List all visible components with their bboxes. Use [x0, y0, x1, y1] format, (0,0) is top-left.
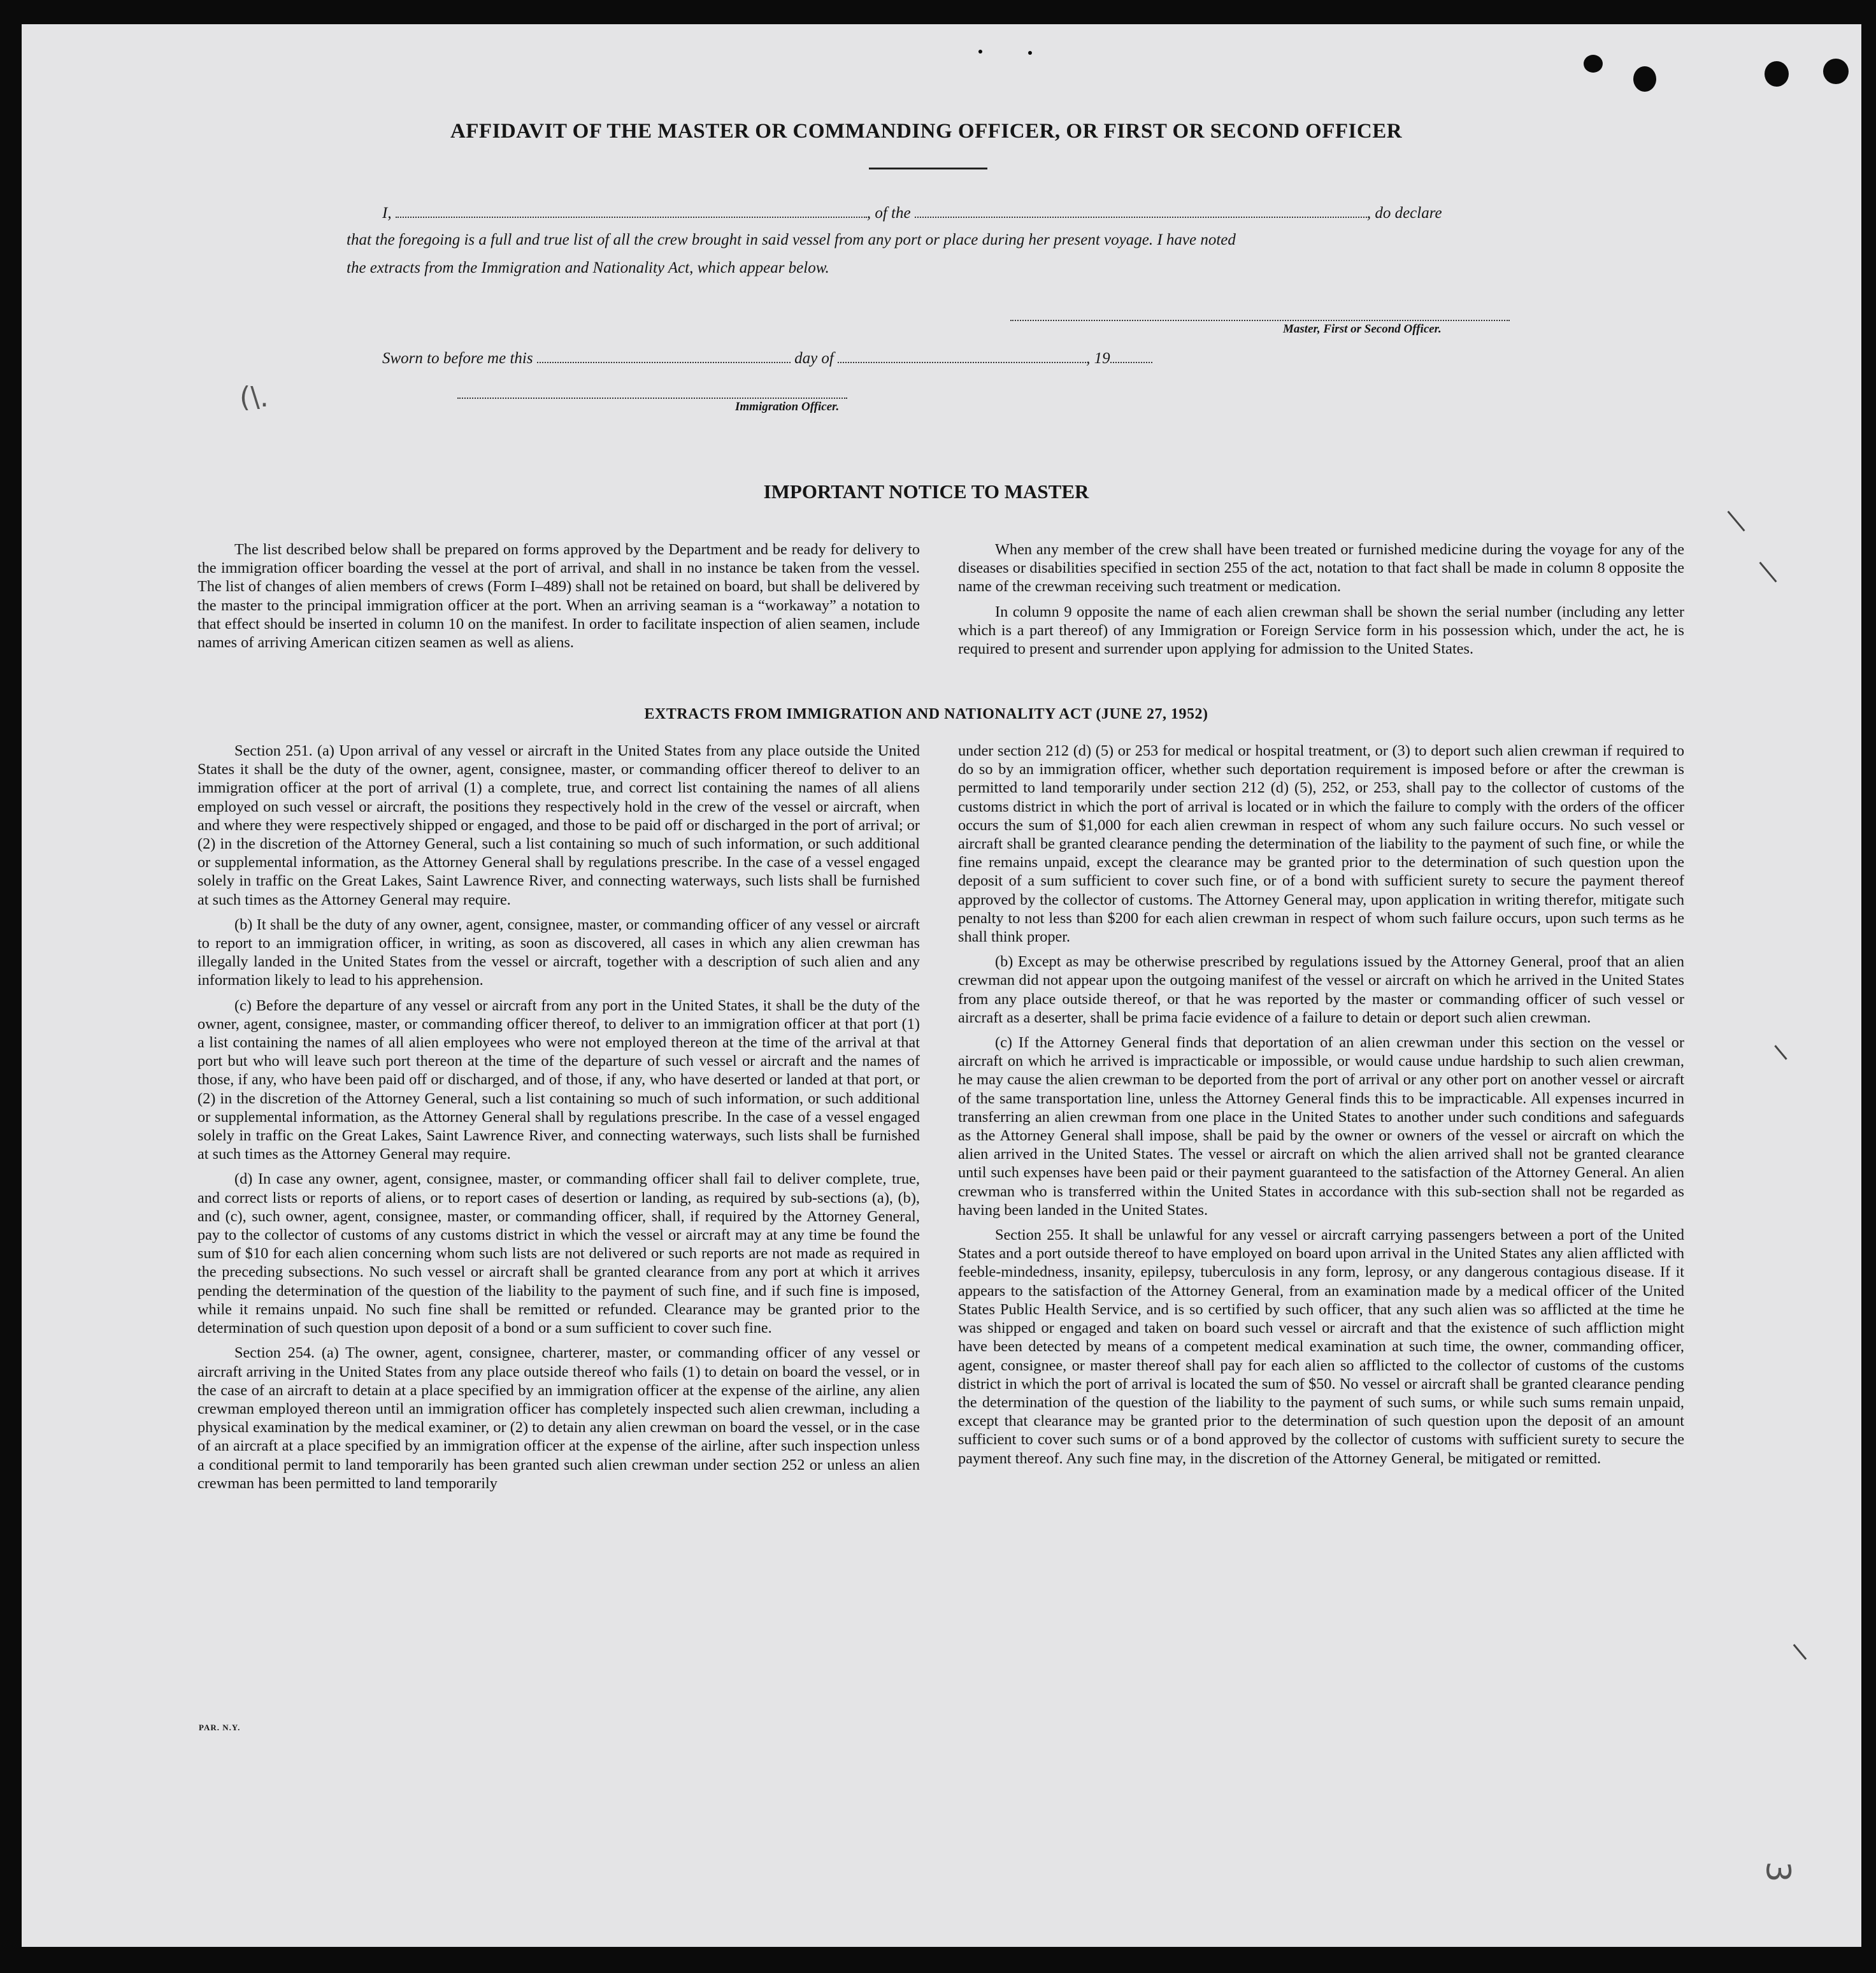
extracts-right-column: [958, 742, 1684, 1474]
section-254-b: (b) Except as may be otherwise prescribed by regulations issued by the Attorney General, proof that an alien crewman did not appear upon the outgoing manifest of the vessel or aircraft on which he arrived in the United States from any place outside thereof, or that he was reported by the master or commanding officer of such vessel or aircraft as a deserter, shall be prima facie evidence of a failure to detain or deport such alien crewman.: [958, 953, 1684, 1026]
section-254-c: (c) If the Attorney General finds that deportation of an alien crewman under this section on the vessel or aircraft on which he arrived is impracticable or impossible, or would cause undue hardship to such alien crewman, he may cause the alien crewman to be deported from the port of arrival or any other port on another vessel or aircraft of the same transportation line, unless the Attorney General finds this to be impracticable. All expenses incurred in transferring an alien crewman from one place in the United States to another under such conditions and safeguards as the Attorney General shall impose, shall be paid by the owner or owners of the vessel or aircraft on which the alien arrived in the United States. The vessel or aircraft on which the alien arrived shall not be granted clearance until such expenses have been paid or their payment guaranteed to the satisfaction of the Attorney General. An alien crewman who is transferred within the United States in accordance with this sub-section shall not be regarded as having been landed in the United States.: [958, 1034, 1684, 1219]
master-signature-label: Master, First or Second Officer.: [1283, 322, 1442, 336]
punch-hole: [1765, 61, 1789, 87]
handwritten-mark: (\.: [240, 381, 269, 413]
section-251-a: Section 251. (a) Upon arrival of any vessel or aircraft in the United States from any place outside the United States it shall be the duty of the owner, agent, consignee, master, or commanding officer thereof to deliver to an immigration officer at the port of arrival (1) a complete, true, and correct list containing the names of all aliens employed on such vessel or aircraft, the positions they respectively hold in the crew of the vessel or aircraft, when and where they were respectively shipped or engaged, and those to be paid off or discharged in the port of arrival; or (2) in the discretion of the Attorney General, such a list containing so much of such information, or such additional or supplemental information, as the Attorney General shall by regulations prescribe. In the case of a vessel engaged solely in traffic on the Great Lakes, Saint Lawrence River, and connecting waterways, such lists shall be furnished at such times as the Attorney General may require.: [197, 742, 920, 908]
margin-mark: [1759, 562, 1777, 583]
notice-left-paragraph: The list described below shall be prepared on forms approved by the Department and be ready for delivery to the immigration officer boarding the vessel at the port of arrival, and shall in no instance be taken from the vessel. The list of changes of alien members of crews (Form I–489) shall not be retained on board, but shall be delivered by the master to the principal immigration officer at the port. When an arriving seaman is a “workaway” a notation to that effect should be inserted in column 10 on the manifest. In order to facilitate inspection of alien seamen, include names of arriving American citizen seamen as well as aliens.: [197, 541, 920, 652]
section-255: Section 255. It shall be unlawful for any vessel or aircraft carrying passengers between a port of the United States and a port outside thereof to have employed on board upon arrival in the United States any alien afflicted with feeble-mindedness, insanity, epilepsy, tuberculosis in any form, leprosy, or any dangerous contagious disease. If it appears to the satisfaction of the Attorney General, from an examination made by a medical officer of the United States Public Health Service, and is so certified by such officer, that any such alien was so afflicted at the time he was shipped or engaged and taken on board such vessel or aircraft and that the existence of such affliction might have been detected by means of a competent medical examination at such time, the owner, commanding officer, agent, consignee, or master thereof shall pay for each alien so afflicted to the collector of customs of the customs district in which the port of arrival is located the sum of $50. No vessel or aircraft shall be granted clearance pending the determination of the question of the liability to the payment of such sums, or while such sums remain unpaid, except that clearance may be granted prior to the determination of such question upon the deposit of an amount sufficient to cover such sums or of a bond approved by the collector of customs with sufficient surety to secure the payment thereof. Any such fine may, in the discretion of the Attorney General, be mitigated or remitted.: [958, 1226, 1684, 1467]
extracts-title: EXTRACTS FROM IMMIGRATION AND NATIONALITY ACT (JUNE 27, 1952): [644, 706, 1208, 722]
title-rule: [869, 168, 987, 169]
year-prefix-label: , 19: [1086, 350, 1110, 367]
section-254-a: Section 254. (a) The owner, agent, consignee, charterer, master, or commanding officer of any vessel or aircraft arriving in the United States from any place outside thereof who fails (1) to detain on board the vessel, or in the case of an aircraft to detain at a place specified by an immigration officer at the expense of the airline, any alien crewman employed thereon until an immigration officer has completely inspected such alien crewman, including a physical examination by the medical examiner, or (2) to detain any alien crewman on board the vessel, or in the case of an aircraft at a place specified by an immigration officer at the expense of the airline, after such inspection unless a conditional permit to land temporarily has been granted such alien crewman under section 252 or unless an alien crewman has been permitted to land temporarily: [197, 1344, 920, 1492]
notice-right-paragraph-1: When any member of the crew shall have been treated or furnished medicine during the voyage for any of the diseases or disabilities specified in section 255 of the act, notation to that fact shall be made in column 8 opposite the name of the crewman receiving such treatment or medication.: [958, 541, 1684, 596]
document-page: [22, 24, 1861, 1947]
notice-title: IMPORTANT NOTICE TO MASTER: [763, 480, 1089, 503]
section-251-b: (b) It shall be the duty of any owner, agent, consignee, master, or commanding officer of any vessel or aircraft to report to an immigration officer, in writing, as soon as discovered, all cases in which any alien crewman has illegally landed in the United States from the vessel or aircraft, together with a description of such alien and any information likely to lead to his apprehension.: [197, 915, 920, 989]
declarant-name-field[interactable]: [396, 197, 867, 218]
notice-right-paragraph-2: In column 9 opposite the name of each alien crewman shall be shown the serial number (including any letter which is a part thereof) of any Immigration or Foreign Service form in his possession which, under the act, he is required to present and surrender upon applying for admission to the United States.: [958, 603, 1684, 658]
officer-signature-label: Immigration Officer.: [735, 400, 840, 413]
affidavit-line-3: the extracts from the Immigration and Nationality Act, which appear below.: [347, 259, 829, 276]
vessel-name-field[interactable]: [915, 197, 1367, 218]
affidavit-line-2: that the foregoing is a full and true list of all the crew brought in said vessel from any port or place during her present voyage. I have noted: [347, 231, 1236, 248]
scan-speck: [1028, 51, 1032, 55]
sworn-month-field[interactable]: [838, 343, 1086, 363]
of-the-label: , of the: [866, 204, 911, 222]
notice-left-column: [197, 540, 920, 658]
scan-speck: [978, 50, 982, 54]
printer-mark: PAR. N.Y.: [199, 1723, 241, 1732]
handwritten-page-number: 3: [1758, 1861, 1797, 1883]
punch-hole: [1584, 55, 1603, 73]
section-251-c: (c) Before the departure of any vessel or aircraft from any port in the United States, it shall be the duty of the owner, agent, consignee, master, or commanding officer thereof, to deliver to an immigration officer at that port (1) a list containing the names of all alien employees who were not employed thereon at the time of the arrival at that port but who will leave such port thereon at the time of the departure of such vessel or aircraft and the names of those, if any, who have been paid off or discharged, and of those, if any, who have deserted or landed at that port, or (2) in the discretion of the Attorney General, such a list containing so much of such information, or such additional or supplemental information, as the Attorney General shall by regulations prescribe. In the case of a vessel engaged solely in traffic on the Great Lakes, Saint Lawrence River, and connecting waterways, such lists shall be furnished at such times as the Attorney General may require.: [197, 996, 920, 1163]
punch-hole: [1823, 59, 1849, 84]
sworn-label: Sworn to before me this: [382, 350, 533, 367]
notice-right-column: [958, 540, 1684, 664]
section-254-a-continued: under section 212 (d) (5) or 253 for medical or hospital treatment, or (3) to deport such alien crewman if required to do so by an immigration officer, whether such deportation requirement is imposed before or after the crewman is permitted to land temporarily under section 212 (d) (5), 252, or 253, shall pay to the collector of customs of the customs district in which the port of arrival is located or in which the failure to comply with the orders of the officer occurs the sum of $1,000 for each alien crewman in respect of whom any such failure occurs. No such vessel or aircraft shall be granted clearance pending the determination of the liability to the payment of such fine, or while the fine remains unpaid, except the clearance may be granted prior to the determination of such question upon the deposit of a sum sufficient to cover such fine, or of a bond with sufficient surety to secure the payment thereof approved by the collector of customs. The Attorney General may, upon application in writing therefor, mitigate such penalty to not less than $200 for each alien crewman in respect of whom such failure occurs, upon such terms as he shall think proper.: [958, 742, 1684, 946]
sworn-line: [382, 343, 1274, 373]
affidavit-title: AFFIDAVIT OF THE MASTER OR COMMANDING OFFICER, OR FIRST OR SECOND OFFICER: [450, 120, 1403, 143]
affidavit-line-1: [382, 197, 1536, 228]
master-signature-field[interactable]: [1010, 319, 1510, 321]
margin-mark: [1727, 511, 1745, 532]
extracts-left-column: [197, 742, 920, 1499]
punch-hole: [1633, 66, 1656, 92]
margin-mark: [1774, 1045, 1787, 1059]
affidavit-i-label: I,: [382, 204, 392, 222]
day-of-label: day of: [794, 350, 834, 367]
section-251-d: (d) In case any owner, agent, consignee, master, or commanding officer shall fail to deliver complete, true, and correct lists or reports of aliens, or to report cases of desertion or landing, as required by sub-sections (a), (b), and (c), such owner, agent, consignee, master, or commanding officer, shall, if required by the Attorney General, pay to the collector of customs of any customs district in which the vessel or aircraft may at any time be found the sum of $10 for each alien concerning whom such lists are not delivered or such reports are not made as required in the preceding subsections. No such vessel or aircraft shall be granted clearance from any port at which it arrives pending the determination of the question of the liability to the payment of such fine, and if such fine is imposed, while it remains unpaid. No such fine shall be remitted or refunded. Clearance may be granted prior to the determination of such question upon deposit of a bond or a sum sufficient to cover such fine.: [197, 1170, 920, 1337]
do-declare-label: , do declare: [1366, 204, 1442, 222]
officer-signature-field[interactable]: [457, 396, 847, 399]
margin-mark: [1793, 1644, 1807, 1660]
sworn-day-field[interactable]: [537, 343, 791, 363]
sworn-year-field[interactable]: [1110, 343, 1152, 363]
